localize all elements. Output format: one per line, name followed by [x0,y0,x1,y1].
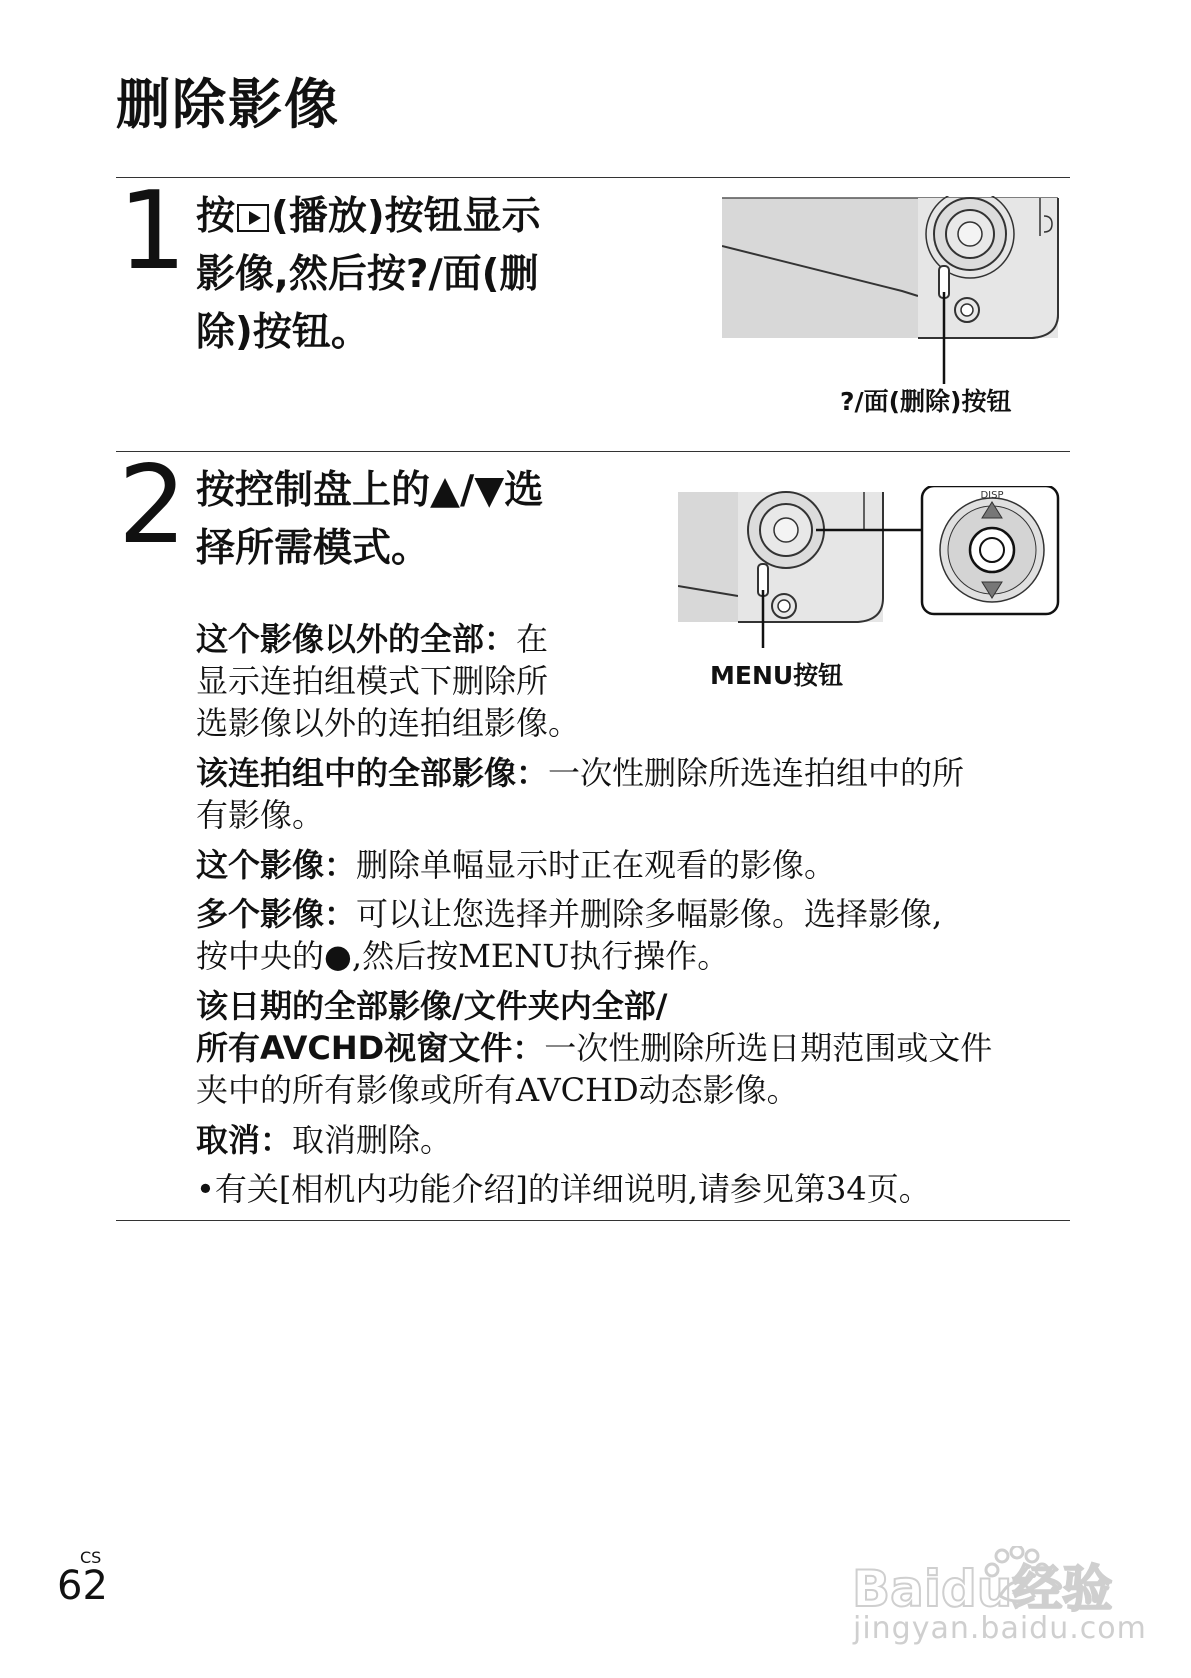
option-line-3: 选影像以外的连拍组影像。 [196,704,581,742]
step-2-instructions [196,462,543,578]
step-1-line-2: 影像,然后按?/​面(删 [196,252,539,297]
step-2-line-2: 择所需模式。 [196,526,431,571]
watermark-brand: Baidu经验 [852,1560,1113,1612]
camera-back-illustration-1 [722,196,1072,408]
section-code: CS [80,1548,102,1567]
delete-button-callout: ?/面(删除)按钮 [840,387,1012,416]
baidu-jingyan-watermark-logo [852,1546,1142,1612]
step-2-line-1: 按控制盘上的▲/▼选 [196,468,544,513]
step-1-line-1: 按 (播放)按钮显示 [196,194,541,239]
step-2-number: 2 [118,443,187,568]
option-line-2: 显示连拍组模式下删除所 [196,662,549,700]
option-line-4: 该连拍组中的全部影像：一次性删除所选连拍组中的所 [196,754,965,792]
divider-top [116,177,1070,178]
step-1-instructions [196,188,541,362]
option-line-12: 取消：取消删除。 [196,1121,453,1159]
page-title: 删除影像 [116,73,340,136]
option-line-5: 有影像。 [196,796,325,834]
menu-button-callout: MENU按钮 [710,661,844,690]
note-line: •有关[相机内功能介绍]的详细说明,请参见第34页。 [196,1170,931,1208]
step-1-line-3: 除)按钮。 [196,310,370,355]
step-1-number: 1 [118,169,187,294]
option-line-9: 该日期的全部影像/文件夹内全部/ [196,987,668,1025]
play-button-icon [237,204,269,232]
page-number: 62 [57,1563,108,1609]
option-line-1: 这个影像以外的全部：在 [196,620,549,658]
divider-bottom [116,1220,1070,1221]
watermark-url: jingyan.baidu.com [853,1611,1147,1646]
divider-middle [116,451,1070,452]
option-line-10: 所有AVCHD视窗文件：一次性删除所选日期范围或文件 [196,1029,993,1067]
option-line-8: 按中央的●,然后按MENU执行操作。 [196,937,730,975]
dial-disp-label: DISP [980,490,1004,501]
option-line-6: 这个影像：删除单幅显示时正在观看的影像。 [196,846,837,884]
option-line-7: 多个影像：可以让您选择并删除多幅影像。选择影像, [196,895,943,933]
option-line-11: 夹中的所有影像或所有AVCHD动态影像。 [196,1071,799,1109]
